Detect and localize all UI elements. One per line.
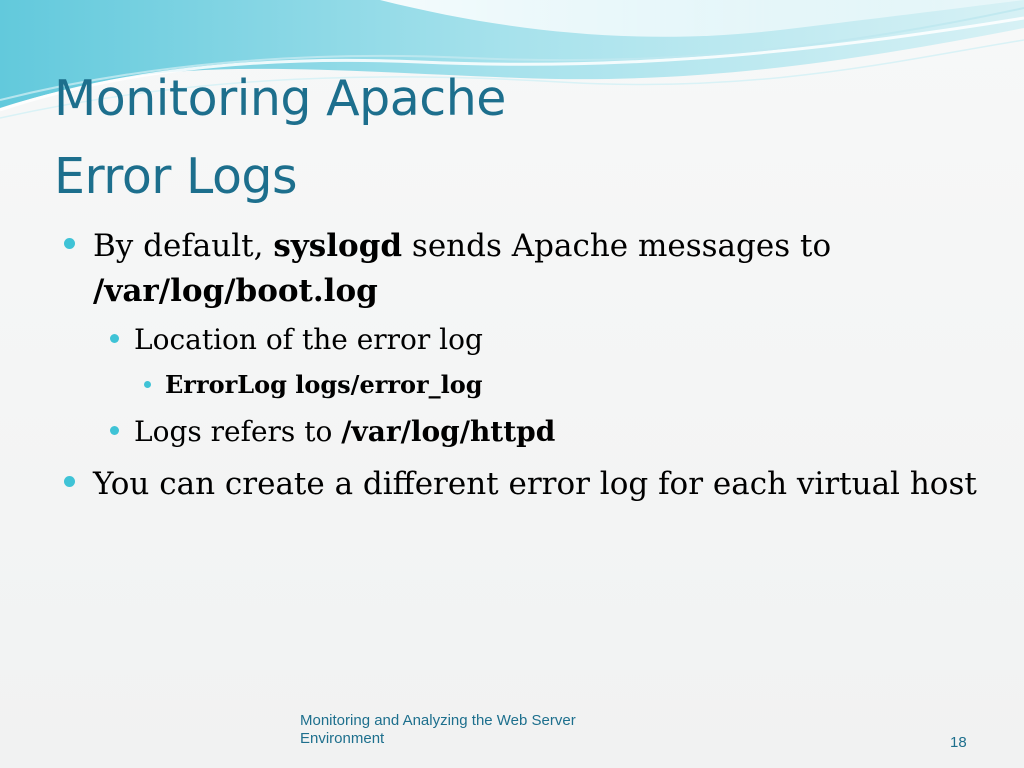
bullet-dot-icon: [64, 476, 75, 487]
bullet-text: By default,: [93, 228, 274, 264]
bullet-text: sends Apache messages to: [402, 228, 832, 264]
bullet-bold-boot-log: /var/log/boot.log: [93, 273, 378, 309]
bullet-dot-icon: [110, 334, 119, 343]
bullet-text: Location of the error log: [134, 323, 483, 356]
slide-title-line1: Monitoring Apache: [54, 70, 506, 127]
bullet-bold-httpd: /var/log/httpd: [341, 415, 556, 448]
bullet-dot-icon: [144, 381, 151, 388]
bullet-dot-icon: [110, 426, 119, 435]
bullet-bold-errorlog: ErrorLog logs/error_log: [165, 370, 483, 399]
bullet-errorlog-directive: [165, 368, 483, 402]
bullet-virtual-host: [93, 462, 977, 507]
bullet-error-log-location: [134, 320, 483, 360]
page-number: 18: [950, 734, 967, 751]
bullet-text: Logs refers to: [134, 415, 342, 448]
bullet-dot-icon: [64, 238, 75, 249]
footer-line1: Monitoring and Analyzing the Web Server: [300, 712, 576, 729]
slide-title-line2: Error Logs: [54, 148, 298, 205]
bullet-syslogd: [93, 224, 831, 314]
bullet-bold-syslogd: syslogd: [273, 228, 403, 264]
bullet-logs-refers: [134, 412, 555, 452]
footer-line2: Environment: [300, 730, 385, 747]
slide-footer: [300, 712, 660, 748]
bullet-text: You can create a different error log for each virtual host: [93, 466, 977, 502]
